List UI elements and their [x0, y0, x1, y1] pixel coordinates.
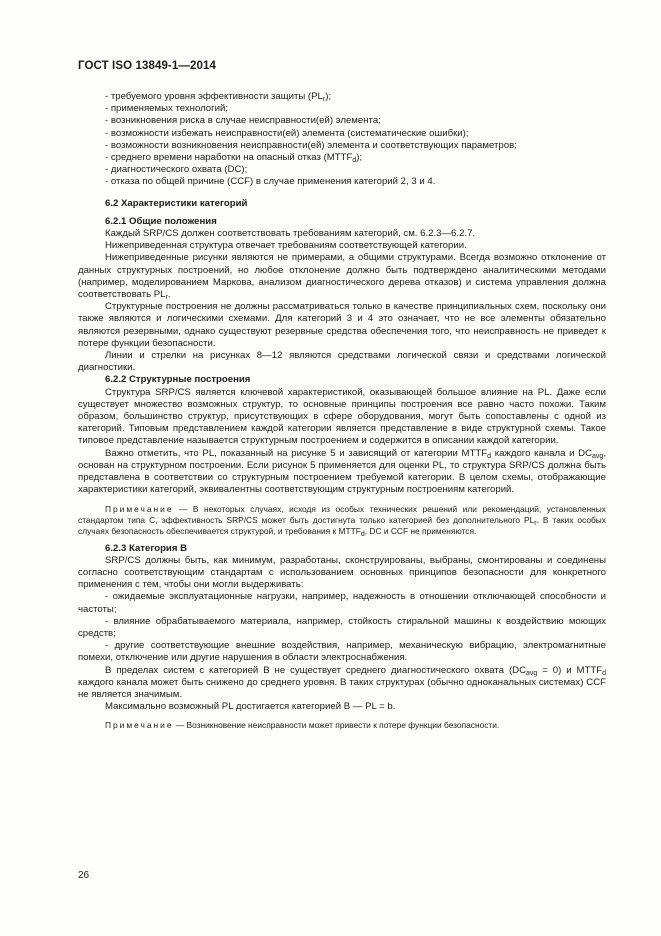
page-number: 26	[78, 870, 90, 881]
list-item: - диагностического охвата (DC);	[105, 164, 248, 176]
page-content	[78, 91, 606, 737]
paragraph: Линии и стрелки на рисунках 8—12 являются средствами логической связи и средствами логической диагностики.	[78, 350, 606, 374]
list-item: - возможности избежать неисправности(ей) элемента (систематические ошибки);	[105, 127, 469, 139]
section-heading-6-2: 6.2 Характеристики категорий	[105, 197, 248, 209]
list-item: - отказа по общей причине (CCF) в случае применения категорий 2, 3 и 4.	[105, 176, 436, 188]
paragraph: Нижеприведенные рисунки являются не примерами, а общими структурами. Всегда возможно отклонение от данных структурных построений, но любое отклонение должно быть подтверждено аналитическими методами (например, моделированием Маркова, анализом диагностического дерева отказов) и система управления должна соответствовать $PL_r$.	[78, 252, 606, 302]
document-header: ГОСТ ISO 13849-1—2014	[78, 60, 216, 72]
list-item: - требуемого уровня эффективности защиты $(PL_r)$;	[105, 91, 332, 103]
section-heading-6-2-3: 6.2.3 Категория В	[105, 542, 188, 554]
list-item: - другие соответствующие внешние воздействия, например, механическую вибрацию, электромагнитные помехи, отключение или другие нарушения в области электроснабжения.	[78, 640, 606, 664]
list-item: - возможности возникновения неисправности(ей) элемента и соответствующих параметров;	[105, 139, 517, 151]
list-item: - применяемых технологий;	[105, 103, 229, 115]
paragraph: Важно отметить, что PL, показанный на рисунке 5 и зависящий от категории $MTTF_d$ каждого канала и $DC_{avg}$, основан на структурном построении. Если рисунок 5 применяется для оценки PL, то структура SRP/CS должна быть представлена в соответствии со структурным построением требуемой категории. В целом схемы, отображающие характеристики категорий, эквивалентны соответствующим структурным построениям категорий.	[78, 447, 606, 496]
note: Примечание — В некоторых случаях, исходя из особых технических решений или рекомендаций, установленных стандартом типа С, эффективность SRP/CS может быть достигнута только категорией без дополнительного $PL_r$. В таких особых случаях безопасность обеспечивается структурой, и требования к $MTTF_d$, DC и CCF не применяются.	[78, 503, 606, 538]
note-label: Примечание	[105, 720, 174, 731]
list-item: - возникновения риска в случае неисправности(ей) элемента;	[105, 115, 381, 127]
section-heading-6-2-2: 6.2.2 Структурные построения	[105, 374, 251, 386]
list-item: - влияние обрабатываемого материала, например, стойкость стиральной машины к воздействию моющих средств;	[78, 615, 606, 639]
note-label: Примечание	[105, 503, 174, 514]
paragraph: Структура SRP/CS является ключевой характеристикой, оказывающей большое влияние на PL. Даже если существует множество возможных структур, то основные принципы построения все равно часто похожи. Таким образом, большинство структур, присутствующих в сфере оборудования, могут быть сопоставлены с одной из категорий. Типовым представлением каждой категории является представление в виде структурной схемы. Такое типовое представление называется структурным построением и содержится в описании каждой категории.	[78, 386, 606, 447]
paragraph: Структурные построения не должны рассматриваться только в качестве принципиальных схем, поскольку они также являются и логическими схемами. Для категорий 3 и 4 это означает, что не все элементы обязательно являются резервными, однако существуют резервные средства обеспечения того, что неисправность не приведет к потере функции безопасности.	[78, 301, 606, 349]
section-heading-6-2-1: 6.2.1 Общие положения	[105, 215, 217, 227]
note: Примечание — Возникновение неисправности может привести к потере функции безопасности.	[105, 720, 500, 731]
paragraph: Максимально возможный PL достигается категорией В — PL = b.	[105, 701, 396, 713]
paragraph: SRP/CS должны быть, как минимум, разработаны, сконструированы, выбраны, смонтированы и соединены согласно соответствующим стандартам с использованием основных принципов безопасности для конкретного применения с тем, чтобы они могли выдерживать:	[78, 554, 606, 591]
list-item: - ожидаемые эксплуатационные нагрузки, например, надежность в отношении отключающей способности и частоты;	[78, 591, 606, 615]
paragraph: Каждый SRP/CS должен соответствовать требованиям категорий, см. 6.2.3—6.2.7.	[105, 228, 476, 240]
list-item: - среднего времени наработки на опасный отказ $(MTTF_d)$;	[105, 152, 363, 165]
paragraph: В пределах систем с категорией В не существует среднего диагностического охвата $(DC_{avg} = 0)$ и $MTTF_d$ каждого канала может быть снижено до среднего уровня. В таких структурах (обычно одноканальных системах) CCF не является значимым.	[78, 664, 606, 700]
paragraph: Нижеприведенная структура отвечает требованиям соответствующей категории.	[105, 240, 467, 252]
